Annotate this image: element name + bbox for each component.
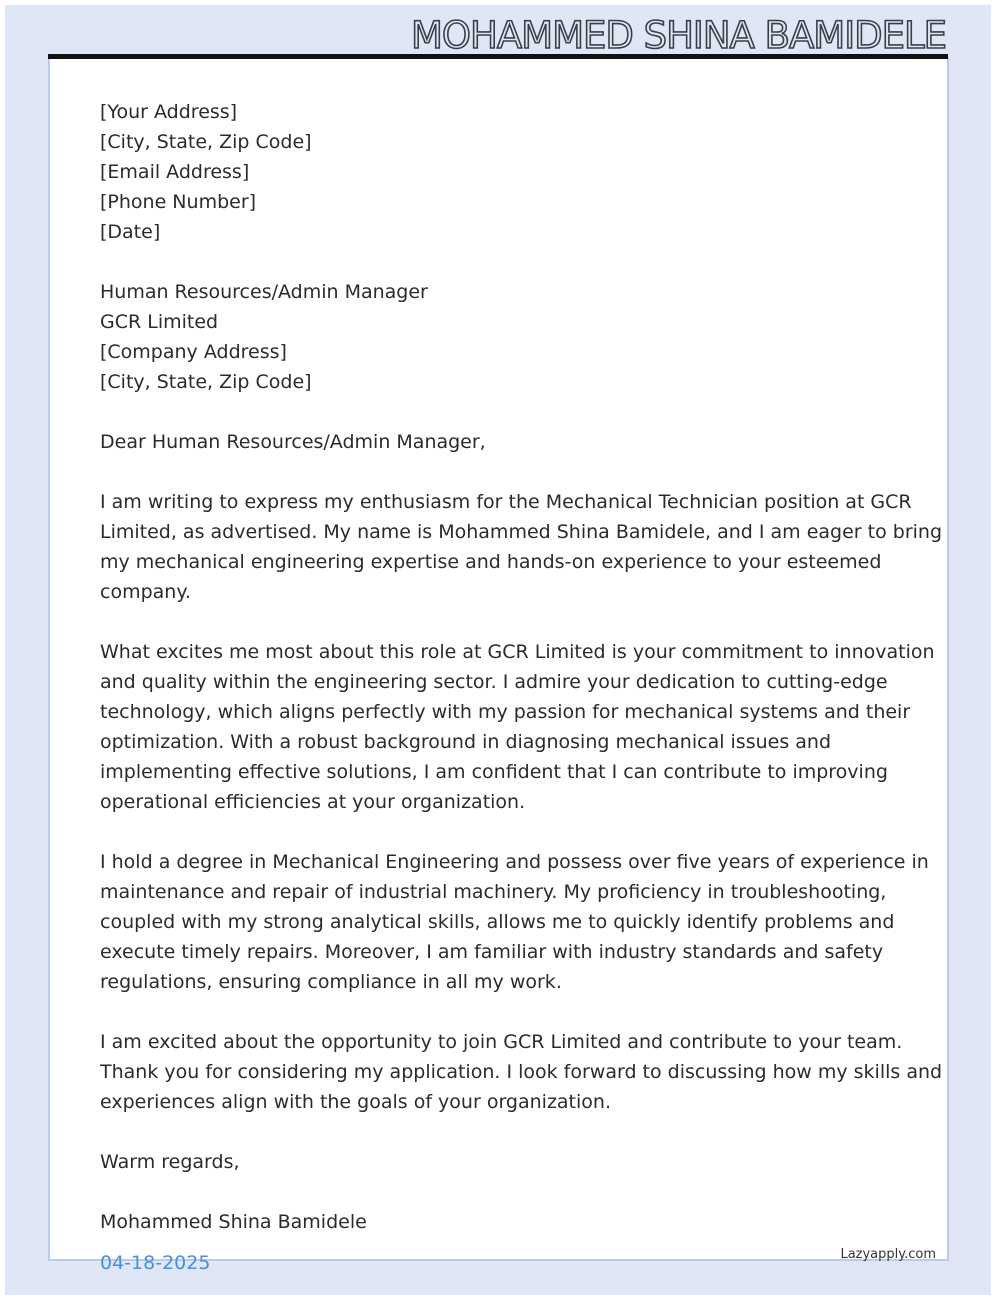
paragraph-motivation: [100, 637, 935, 817]
paragraph-line: I am excited about the opportunity to join GCR Limited and contribute to your team.: [100, 1031, 903, 1053]
letter-date: [Date]: [100, 221, 161, 243]
salutation: Dear Human Resources/Admin Manager,: [100, 431, 486, 453]
cover-letter-body: [100, 97, 943, 1237]
signature-name: Mohammed Shina Bamidele: [100, 1211, 367, 1233]
sender-address: [Your Address]: [100, 101, 238, 123]
paragraph-line: experiences align with the goals of your organization.: [100, 1091, 611, 1113]
recipient-block: [100, 277, 890, 397]
paragraph-line: I hold a degree in Mechanical Engineering and possess over five years of experience in: [100, 851, 929, 873]
paragraph-line: What excites me most about this role at GCR Limited is your commitment to innovation: [100, 641, 935, 663]
watermark-text: Lazyapply.com: [840, 1247, 936, 1262]
paragraph-line: operational efficiencies at your organization.: [100, 791, 526, 813]
paragraph-line: regulations, ensuring compliance in all my work.: [100, 971, 562, 993]
recipient-address: [Company Address]: [100, 341, 287, 363]
sender-email: [Email Address]: [100, 161, 250, 183]
paragraph-intro: [100, 487, 943, 607]
paragraph-line: I am writing to express my enthusiasm for the Mechanical Technician position at GCR: [100, 491, 912, 513]
date-stamp: 04-18-2025: [100, 1252, 211, 1274]
closing-phrase: Warm regards,: [100, 1151, 240, 1173]
paragraph-qualifications: [100, 847, 929, 997]
paragraph-line: my mechanical engineering expertise and hands-on experience to your esteemed: [100, 551, 882, 573]
sender-block: [100, 97, 890, 247]
paragraph-line: company.: [100, 581, 191, 603]
sender-phone: [Phone Number]: [100, 191, 257, 213]
sender-city-state-zip: [City, State, Zip Code]: [100, 131, 312, 153]
paragraph-line: implementing effective solutions, I am confident that I can contribute to improving: [100, 761, 888, 783]
paragraph-line: execute timely repairs. Moreover, I am familiar with industry standards and safety: [100, 941, 884, 963]
recipient-title: Human Resources/Admin Manager: [100, 281, 428, 303]
paragraph-line: technology, which aligns perfectly with my passion for mechanical systems and their: [100, 701, 911, 723]
paragraph-line: optimization. With a robust background in diagnosing mechanical issues and: [100, 731, 832, 753]
recipient-city-state-zip: [City, State, Zip Code]: [100, 371, 312, 393]
paragraph-line: Thank you for considering my application. I look forward to discussing how my skills and: [100, 1061, 943, 1083]
paragraph-closing: [100, 1027, 943, 1117]
paragraph-line: and quality within the engineering sector. I admire your dedication to cutting-edge: [100, 671, 888, 693]
paragraph-line: Limited, as advertised. My name is Mohammed Shina Bamidele, and I am eager to bring: [100, 521, 943, 543]
recipient-company: GCR Limited: [100, 311, 219, 333]
paragraph-line: maintenance and repair of industrial machinery. My proficiency in troubleshooting,: [100, 881, 887, 903]
paragraph-line: coupled with my strong analytical skills, allows me to quickly identify problems and: [100, 911, 895, 933]
applicant-name-heading: MOHAMMED SHINA BAMIDELE: [410, 14, 946, 57]
